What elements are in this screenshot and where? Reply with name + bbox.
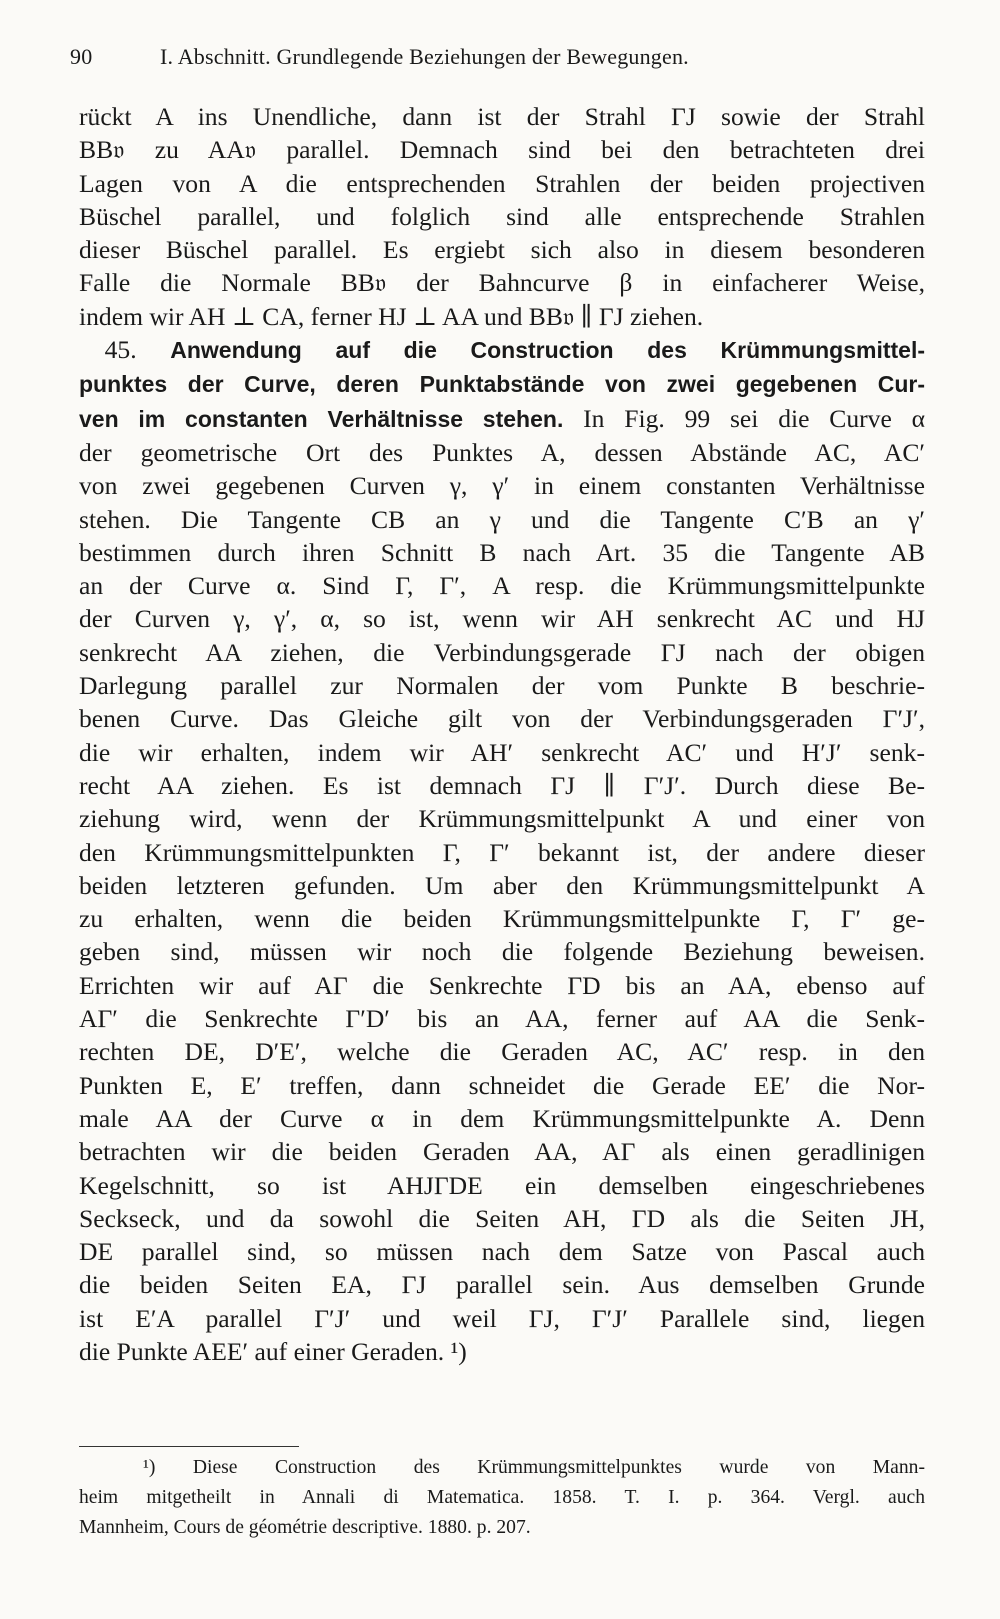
text-line: zu erhalten, wenn die beiden Krümmungsmittelpunkte Γ, Γ′ ge- — [79, 904, 925, 934]
text-line: Punkten E, E′ treffen, dann schneidet die Gerade EE′ die Nor- — [79, 1070, 925, 1100]
text-line: DE parallel sind, so müssen nach dem Satze von Pascal auch — [79, 1237, 925, 1267]
section-heading-line — [79, 333, 925, 367]
section-number: 45. — [104, 335, 137, 365]
main-text — [79, 100, 925, 1368]
text-line: male AA der Curve α in dem Krümmungsmittelpunkte A. Denn — [79, 1103, 925, 1133]
text-line: die Punkte AEE′ auf einer Geraden. ¹) — [79, 1336, 467, 1366]
text-line: Falle die Normale BB𝔳 der Bahncurve β in einfacherer Weise, — [79, 268, 925, 298]
text-line: von zwei gegebenen Curven γ, γ′ in einem constanten Verhältnisse — [79, 471, 925, 501]
text-line: an der Curve α. Sind Γ, Γ′, A resp. die Krümmungsmittelpunkte — [79, 571, 925, 601]
text-line: die wir erhalten, indem wir AH′ senkrecht AC′ und H′J′ senk- — [79, 737, 925, 767]
text-line: Errichten wir auf AΓ die Senkrechte ΓD bis an AA, ebenso auf — [79, 970, 925, 1000]
text-line: Seckseck, und da sowohl die Seiten AH, ΓD als die Seiten JH, — [79, 1203, 925, 1233]
text-line: benen Curve. Das Gleiche gilt von der Verbindungsgeraden Γ′J′, — [79, 704, 925, 734]
section-title: Anwendung auf die Construction des Krümmungsmittel- — [170, 337, 925, 364]
text-line: beiden letzteren gefunden. Um aber den Krümmungsmittelpunkt A — [79, 870, 925, 900]
footnote-line: Mannheim, Cours de géométrie descriptive. 1880. p. 207. — [79, 1517, 531, 1538]
text-line: betrachten wir die beiden Geraden AA, AΓ als einen geradlinigen — [79, 1137, 925, 1167]
text-line: der Curven γ, γ′, α, so ist, wenn wir AH senkrecht AC und HJ — [79, 604, 925, 634]
text-fragment: In Fig. 99 sei die Curve α — [583, 403, 926, 433]
footnote-rule — [79, 1446, 299, 1447]
text-line: rechten DE, D′E′, welche die Geraden AC, AC′ resp. in den — [79, 1037, 925, 1067]
text-line: Darlegung parallel zur Normalen der vom Punkte B beschrie- — [79, 671, 925, 701]
text-line: geben sind, müssen wir noch die folgende Beziehung beweisen. — [79, 937, 925, 967]
footnotes — [79, 1453, 925, 1543]
text-line: Kegelschnitt, so ist AHJΓDE ein demselben eingeschriebenes — [79, 1170, 925, 1200]
text-line: senkrecht AA ziehen, die Verbindungsgerade ΓJ nach der obigen — [79, 637, 925, 667]
section-heading-line — [79, 367, 925, 401]
footnote-line: heim mitgetheilt in Annali di Matematica. 1858. T. I. p. 364. Vergl. auch — [79, 1487, 925, 1508]
text-line: AΓ′ die Senkrechte Γ′D′ bis an AA, ferner auf AA die Senk- — [79, 1004, 925, 1034]
text-line: BB𝔳 zu AA𝔳 parallel. Demnach sind bei den betrachteten drei — [79, 135, 925, 165]
section-heading-line — [79, 402, 925, 436]
text-line: bestimmen durch ihren Schnitt B nach Art. 35 die Tangente AB — [79, 537, 925, 567]
text-line: Büschel parallel, und folglich sind alle entsprechende Strahlen — [79, 201, 925, 231]
section-title: ven im constanten Verhältnisse stehen. — [79, 405, 564, 432]
text-line: indem wir AH ⊥ CA, ferner HJ ⊥ AA und BB𝔳 ∥ ΓJ ziehen. — [79, 301, 704, 331]
text-line: recht AA ziehen. Es ist demnach ΓJ ∥ Γ′J′. Durch diese Be- — [79, 770, 925, 800]
running-title: I. Abschnitt. Grundlegende Beziehungen der Bewegungen. — [160, 44, 689, 69]
text-line: ist E′A parallel Γ′J′ und weil ΓJ, Γ′J′ Parallele sind, liegen — [79, 1303, 925, 1333]
running-header — [70, 44, 930, 70]
text-line: der geometrische Ort des Punktes A, dessen Abstände AC, AC′ — [79, 437, 925, 467]
text-line: rückt A ins Unendliche, dann ist der Strahl ΓJ sowie der Strahl — [79, 102, 925, 131]
footnote-line: ¹) Diese Construction des Krümmungsmittelpunktes wurde von Mann- — [143, 1457, 925, 1478]
section-title: punktes der Curve, deren Punktabstände von zwei gegebenen Cur- — [79, 371, 925, 398]
text-line: stehen. Die Tangente CB an γ und die Tangente C′B an γ′ — [79, 504, 925, 534]
page-number: 90 — [70, 44, 93, 69]
text-line: die beiden Seiten EA, ΓJ parallel sein. Aus demselben Grunde — [79, 1270, 925, 1300]
text-line: ziehung wird, wenn der Krümmungsmittelpunkt A und einer von — [79, 804, 925, 834]
text-line: dieser Büschel parallel. Es ergiebt sich also in diesem besonderen — [79, 235, 925, 265]
text-line: den Krümmungsmittelpunkten Γ, Γ′ bekannt ist, der andere dieser — [79, 837, 925, 867]
text-line: Lagen von A die entsprechenden Strahlen der beiden projectiven — [79, 168, 925, 198]
